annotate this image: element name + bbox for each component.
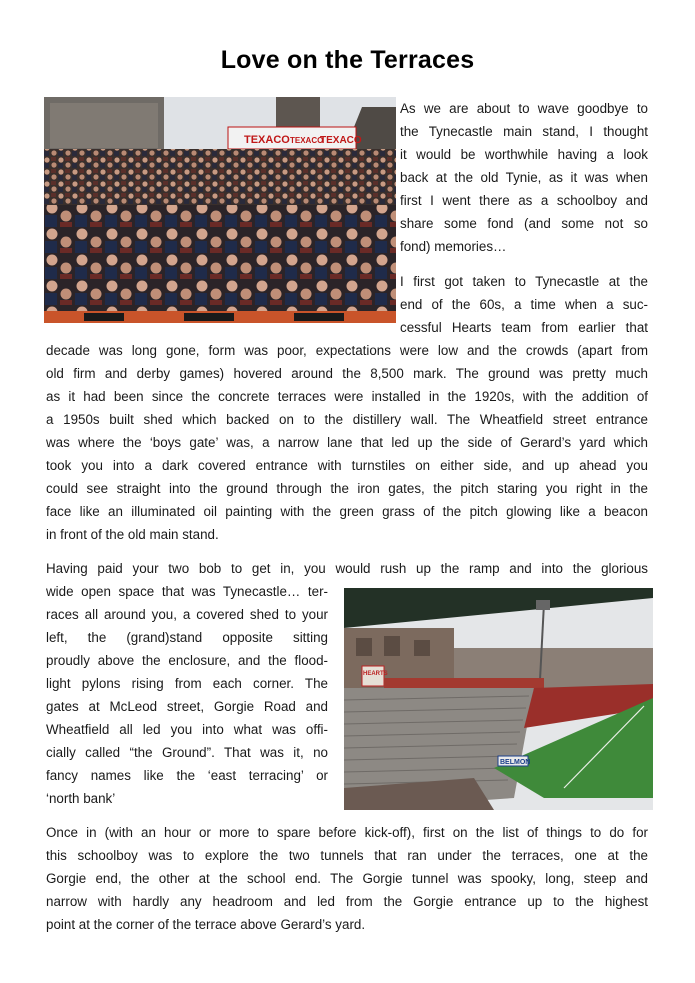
body-line: races all around you, a covered shed to your — [46, 607, 328, 622]
body-line: old firm and derby games) hovered around the 8,500 mark. The ground was pretty much — [46, 366, 648, 381]
body-line: this schoolboy was to explore the two tunnels that ran under the terraces, one at the — [46, 848, 648, 863]
body-line: Having paid your two bob to get in, you would rush up the ramp and into the glorious — [46, 561, 648, 576]
body-line: gates at McLeod street, Gorgie Road and — [46, 699, 328, 714]
body-line: light pylons rising from each corner. The — [46, 676, 328, 691]
texaco-sign-text: TEXACO — [244, 134, 290, 146]
body-line: narrow with hardly any headroom and led from the Gorgie entrance up to the highest — [46, 894, 648, 909]
belmon-sign-text: BELMON — [500, 759, 531, 766]
body-line: Once in (with an hour or more to spare before kick-off), first on the list of things to do for — [46, 825, 648, 840]
body-line: in front of the old main stand. — [46, 527, 219, 542]
intro-line: share some fond (and some not so — [400, 216, 648, 231]
intro-line: first I went there as a schoolboy and — [400, 193, 648, 208]
texaco-sign-text: TEXACO — [290, 136, 324, 145]
stadium-photo — [344, 588, 653, 810]
body-line: a 1950s built shed which backed on to the distillery wall. The Wheatfield street entrance — [46, 412, 648, 427]
intro-line: fond) memories… — [400, 239, 507, 254]
body-line: was where the ‘boys gate’ was, a narrow lane that led up the side of Gerard’s yard which — [46, 435, 648, 450]
intro-line: it would be worthwhile having a look — [400, 147, 648, 162]
body-line: cessful Hearts team from earlier that — [400, 320, 648, 335]
crowd-photo — [44, 97, 396, 323]
body-line: end of the 60s, a time when a suc- — [400, 297, 648, 312]
body-line: took you into a dark covered entrance with turnstiles on either side, and up ahead you — [46, 458, 648, 473]
body-line: Gorgie end, the other at the school end. The Gorgie tunnel was spooky, long, steep and — [46, 871, 648, 886]
page-title: Love on the Terraces — [220, 46, 475, 74]
texaco-sign-text: TEXACO — [320, 135, 362, 146]
body-line: left, the (grand)stand opposite sitting — [46, 630, 328, 645]
body-line: proudly above the enclosure, and the flood- — [46, 653, 328, 668]
body-line: wide open space that was Tynecastle… ter- — [46, 584, 328, 599]
body-line: as it had been since the concrete terraces were installed in the 1920s, with the addition of — [46, 389, 648, 404]
body-line: fancy names like the ‘east terracing’ or — [46, 768, 328, 783]
intro-line: back at the old Tynie, as it was when — [400, 170, 648, 185]
intro-line: As we are about to wave goodbye to — [400, 101, 648, 116]
body-line: face like an illuminated oil painting with the green grass of the pitch glowing like a beacon — [46, 504, 648, 519]
body-line: ‘north bank’ — [46, 791, 116, 806]
body-line: I first got taken to Tynecastle at the — [400, 274, 648, 289]
hearts-sign-text: HEARTS — [363, 671, 388, 677]
body-line: Wheatfield all led you into what was offi- — [46, 722, 328, 737]
body-line: could see straight into the ground through the iron gates, the pitch staring you right in the — [46, 481, 648, 496]
body-line: decade was long gone, form was poor, expectations were low and the crowds (apart from — [46, 343, 648, 358]
body-line: point at the corner of the terrace above Gerard’s yard. — [46, 917, 366, 932]
intro-line: the Tynecastle main stand, I thought — [400, 124, 648, 139]
body-line: cially called “the Ground”. That was it, no — [46, 745, 328, 760]
